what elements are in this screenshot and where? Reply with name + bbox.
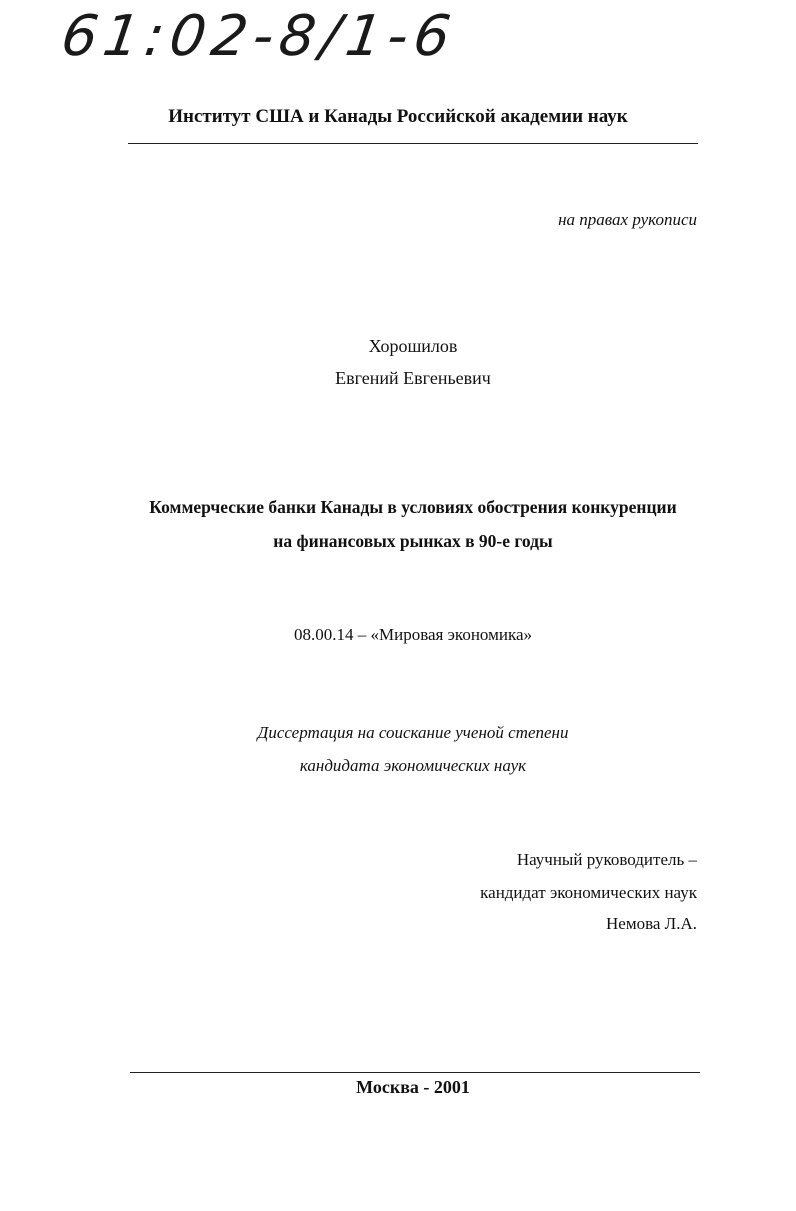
advisor-name: Немова Л.А.: [606, 914, 697, 933]
degree-line-2: кандидата экономических наук: [299, 756, 527, 775]
dissertation-title-line-2: на финансовых рынках в 90-е годы: [273, 531, 553, 551]
dissertation-title-line-1: Коммерческие банки Канады в условиях обострения конкуренции: [149, 497, 677, 517]
degree-line-1: Диссертация на соискание ученой степени: [257, 723, 569, 742]
top-divider: [128, 143, 698, 144]
institute-name: Институт США и Канады Российской академии наук: [168, 106, 628, 127]
author-given-names: Евгений Евгеньевич: [335, 368, 491, 388]
advisor-role: Научный руководитель –: [516, 850, 697, 869]
handwritten-archive-code: 61:02-8/1-6: [57, 4, 461, 69]
specialty-code: 08.00.14 – «Мировая экономика»: [294, 625, 532, 644]
author-surname: Хорошилов: [368, 336, 458, 356]
bottom-divider: [130, 1072, 700, 1073]
city-year: Москва - 2001: [356, 1077, 470, 1097]
advisor-qualification: кандидат экономических наук: [480, 883, 697, 902]
manuscript-note: на правах рукописи: [558, 210, 697, 229]
